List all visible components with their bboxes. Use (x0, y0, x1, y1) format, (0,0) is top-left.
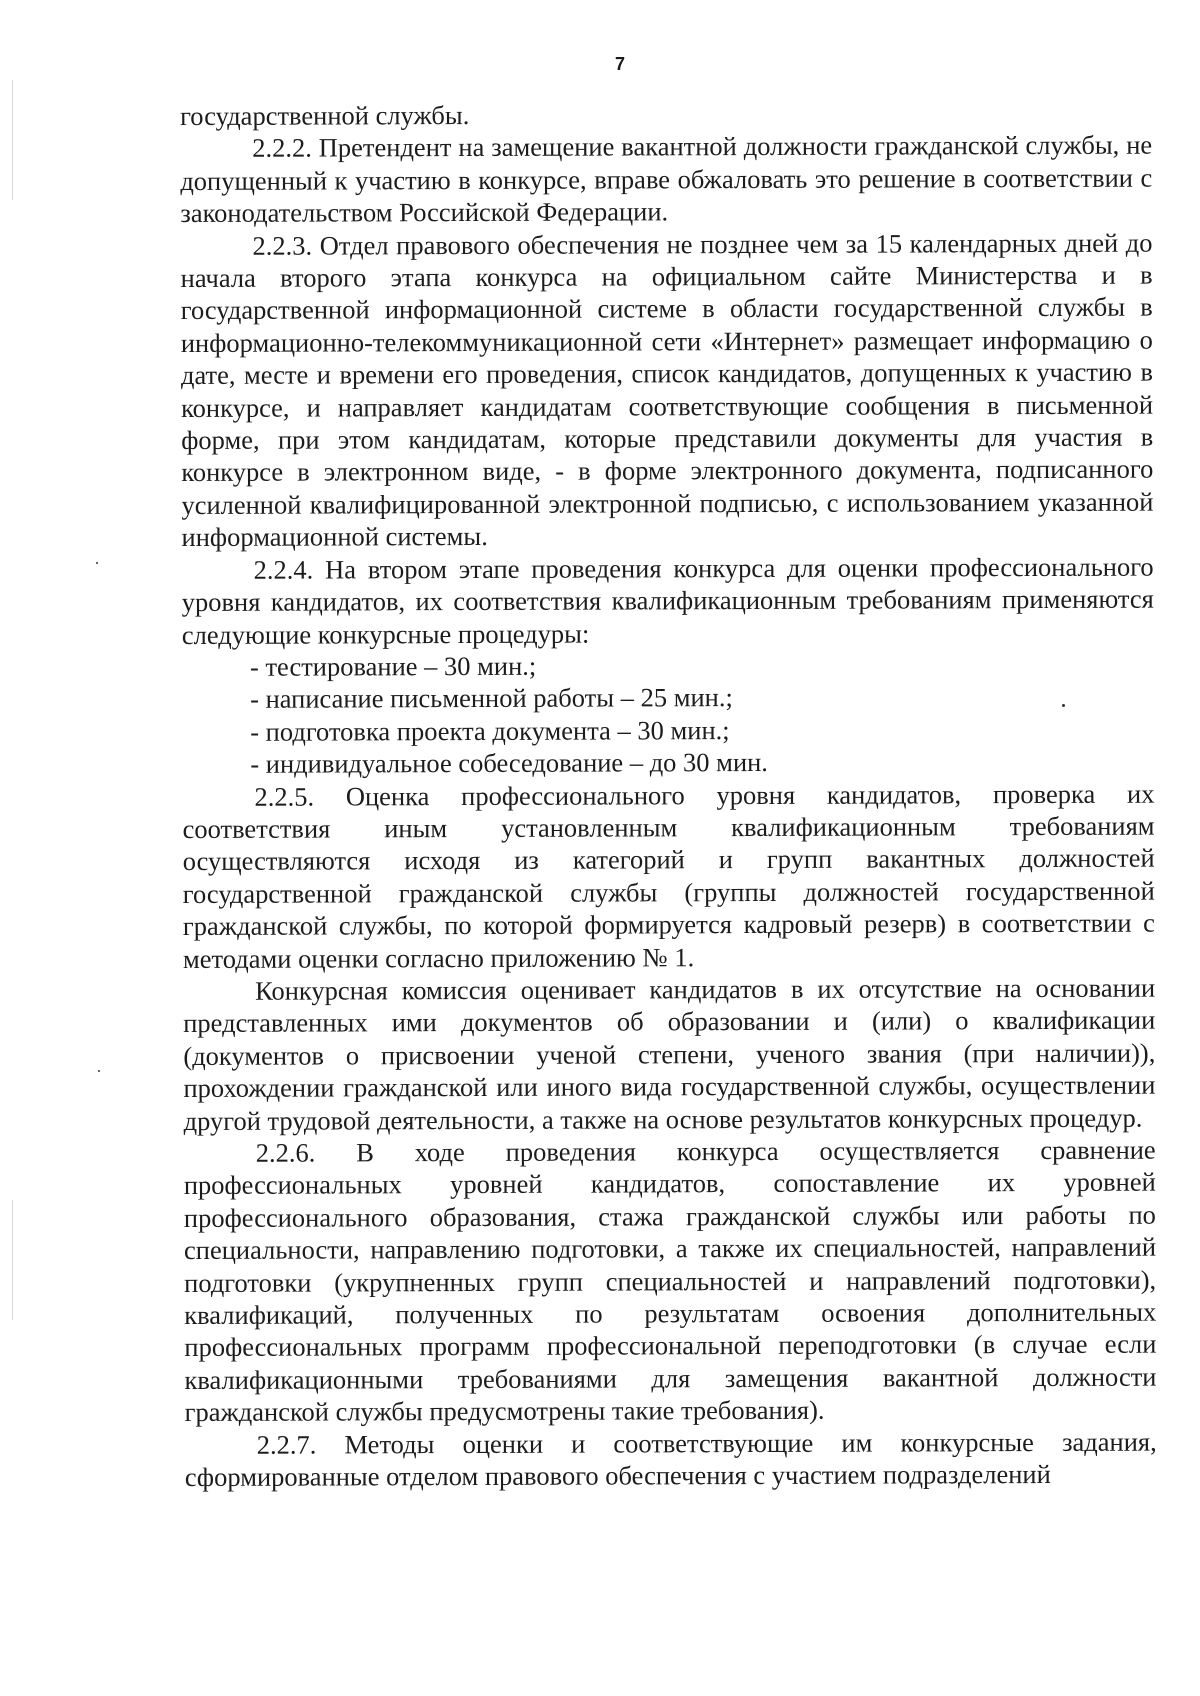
scan-speck (96, 562, 98, 564)
page-number: 7 (614, 54, 625, 74)
list-item-written-work: - написание письменной работы – 25 мин.; (250, 682, 733, 715)
scan-speck (1062, 704, 1065, 707)
scan-margin-mark (12, 1200, 13, 1320)
paragraph-2-2-5: 2.2.5. Оценка профессионального уровня кандидатов, проверка их соответствия иным установленным квалификационным требованиям осуществляются исходя из категорий и групп вакантных должностей государственной гражданской службы (группы должностей государственной гражданской службы, по которой формируется кадровый резерв) в соответствии с методами оценки согласно приложению № 1. (182, 778, 1155, 974)
paragraph-commission: Конкурсная комиссия оценивает кандидатов в их отсутствие на основании представленных ими документов об образовании и (или) о квалификации (документов о присвоении ученой степени, ученого звания (при наличии)), прохождении гражданской или иного вида государственной службы, осуществлении другой трудовой деятельности, а также на основе результатов конкурсных процедур. (183, 972, 1156, 1136)
paragraph-continuation: государственной службы. (180, 99, 470, 131)
paragraph-2-2-6: 2.2.6. В ходе проведения конкурса осуществляется сравнение профессиональных уровней кандидатов, сопоставление их уровней профессионального образования, стажа гражданской службы или работы по специальности, направлению подготовки, а также их специальностей, направлений подготовки (укрупненных групп специальностей и направлений подготовки), квалификаций, полученных по результатам освоения дополнительных профессиональных программ профессиональной переподготовки (в случае если квалификационными требованиями для замещения вакантной должности гражданской службы предусмотрены такие требования). (183, 1134, 1157, 1428)
list-item-interview: - индивидуальное собеседование – до 30 мин. (250, 747, 768, 779)
scan-margin-mark (12, 80, 13, 200)
paragraph-2-2-3: 2.2.3. Отдел правового обеспечения не позднее чем за 15 календарных дней до начала второго этапа конкурса на официальном сайте Министерства и в государственной информационной системе в области государственной службы в информационно-телекоммуникационной сети «Интернет» размещает информацию о дате, месте и времени его проведения, список кандидатов, допущенных к участию в конкурсе, и направляет кандидатам соответствующие сообщения в письменной форме, при этом кандидатам, которые представили документы для участия в конкурсе в электронном виде, - в форме электронного документа, подписанного усиленной квалифицированной электронной подписью, с использованием указанной информационной системы. (180, 227, 1154, 553)
list-item-testing: - тестирование – 30 мин.; (249, 650, 537, 682)
document-body (180, 97, 1157, 1494)
scan-speck (98, 1070, 100, 1072)
paragraph-2-2-2: 2.2.2. Претендент на замещение вакантной должности гражданской службы, не допущенный к участию в конкурсе, вправе обжаловать это решение в соответствии с законодательством Российской Федерации. (180, 130, 1153, 229)
paragraph-2-2-4: 2.2.4. На втором этапе проведения конкурса для оценки профессионального уровня кандидатов, их соответствия квалификационным требованиям применяются следующие конкурсные процедуры: (181, 551, 1154, 650)
list-item-draft-document: - подготовка проекта документа – 30 мин.; (250, 714, 730, 747)
paragraph-2-2-7: 2.2.7. Методы оценки и соответствующие им конкурсные задания, сформированные отделом правового обеспечения с участием подразделений (184, 1426, 1157, 1493)
